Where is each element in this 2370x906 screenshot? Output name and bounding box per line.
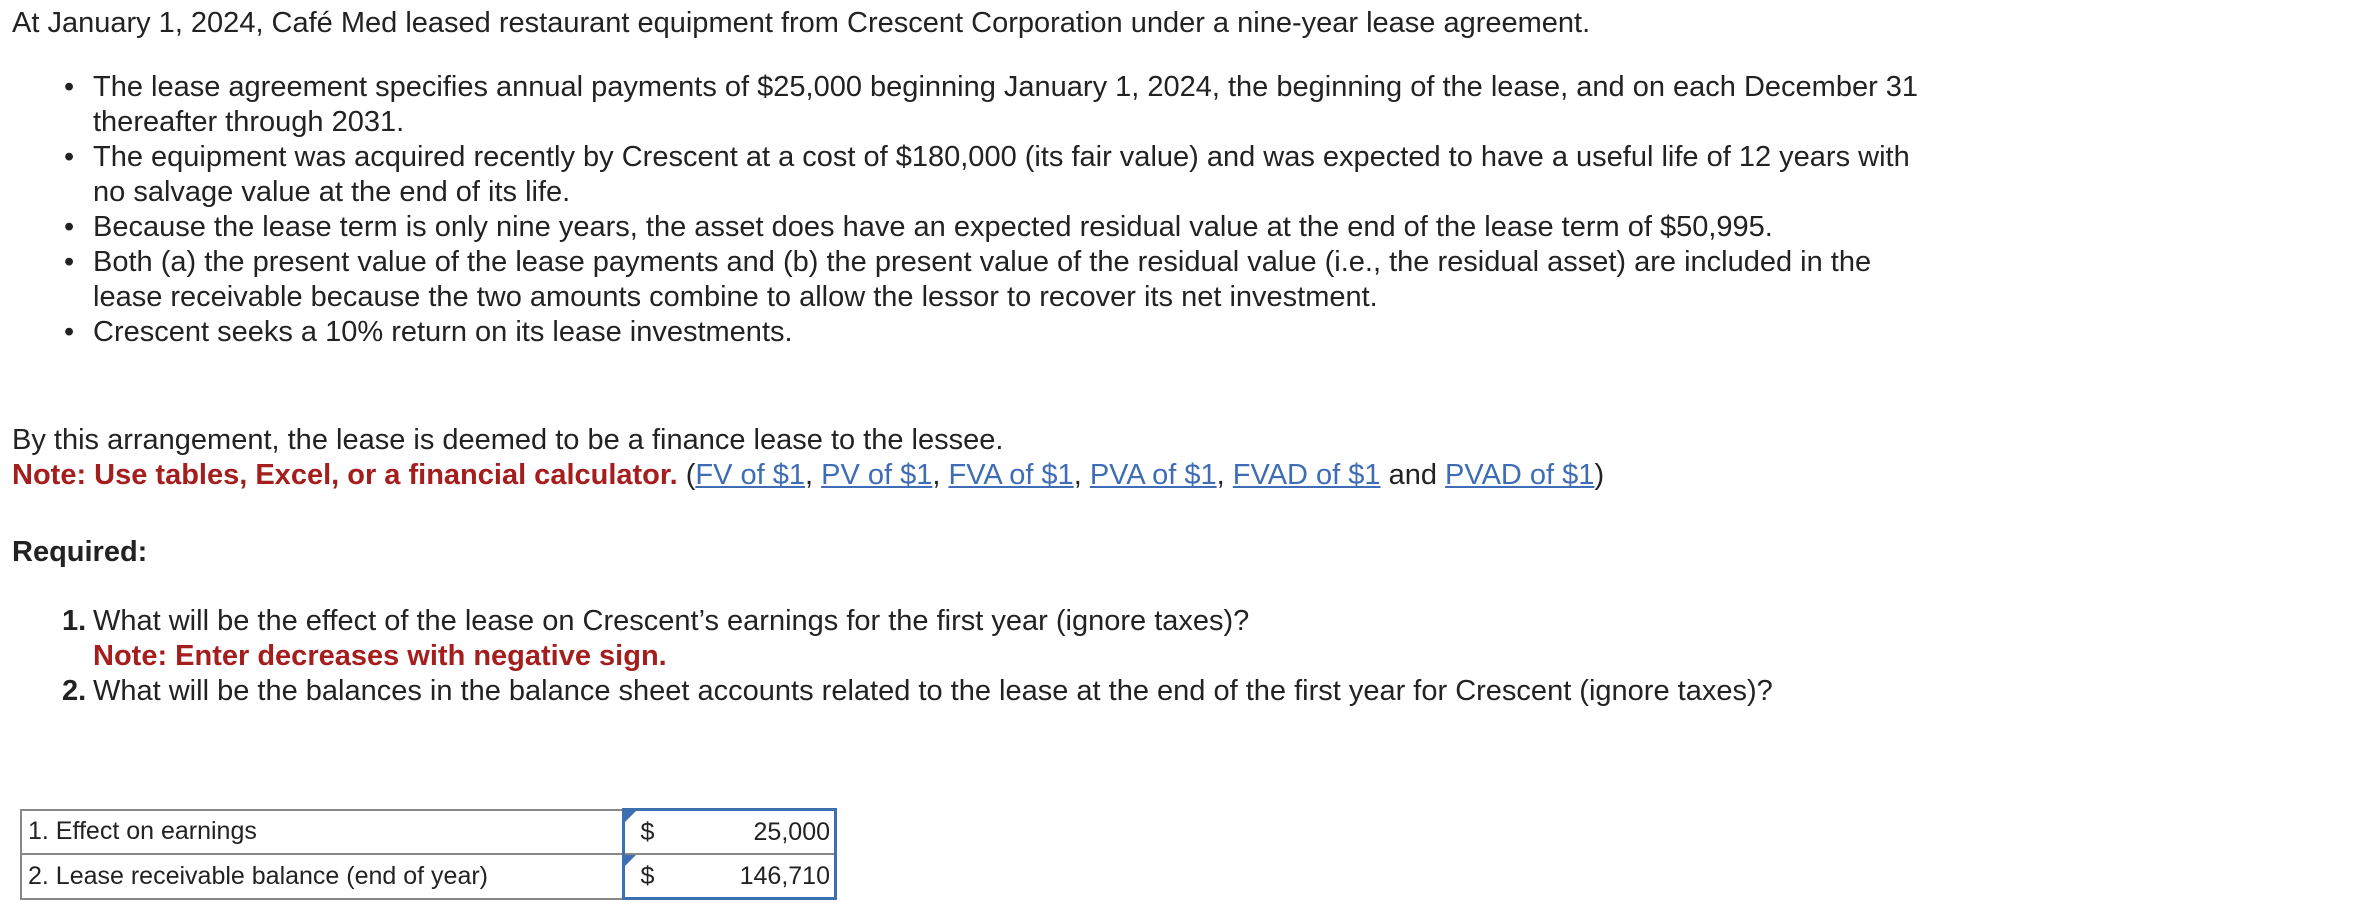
currency-cell: $ — [624, 854, 671, 899]
currency-cell: $ — [624, 810, 671, 855]
questions-list — [12, 604, 1929, 709]
negative-sign-note: Note: Enter decreases with negative sign. — [93, 640, 667, 672]
effect-on-earnings-input[interactable]: 25,000 — [670, 810, 836, 855]
list-item: • Because the lease term is only nine years, the asset does have an expected residual value at the end of the lease term of $50,995. — [93, 210, 1943, 245]
list-item: • Both (a) the present value of the lease payments and (b) the present value of the residual value (i.e., the residual asset) are included in the lease receivable because the two amounts combine to allow the lessor to recover its net investment. — [93, 245, 1943, 315]
pvad-table-link[interactable]: PVAD of $1 — [1445, 459, 1595, 491]
fva-table-link[interactable]: FVA of $1 — [948, 459, 1074, 491]
required-heading: Required: — [12, 536, 148, 568]
input-flag-icon — [625, 855, 636, 866]
tables-note: Note: Use tables, Excel, or a financial calculator. (FV of $1, PV of $1, FVA of $1, PVA of $1, FVAD of $1 and PVAD of $1) — [12, 459, 1605, 491]
question-text: What will be the effect of the lease on Crescent’s earnings for the first year (ignore taxes)? — [93, 605, 1250, 637]
question-text: What will be the balances in the balance sheet accounts related to the lease at the end of the first year for Crescent (ignore taxes)? — [93, 675, 1773, 707]
pv-table-link[interactable]: PV of $1 — [821, 459, 933, 491]
input-flag-icon — [625, 811, 636, 822]
list-item: • The equipment was acquired recently by Crescent at a cost of $180,000 (its fair value) and was expected to have a useful life of 12 years with no salvage value at the end of its life. — [93, 140, 1943, 210]
question-item — [62, 604, 1929, 674]
list-item: • Crescent seeks a 10% return on its lease investments. — [93, 315, 1943, 350]
question-number: 2. — [62, 675, 87, 707]
table-row — [21, 854, 836, 899]
question-number: 1. — [62, 605, 87, 637]
intro-paragraph: At January 1, 2024, Café Med leased restaurant equipment from Crescent Corporation under a nine-year lease agreement. — [12, 7, 1591, 39]
pva-table-link[interactable]: PVA of $1 — [1089, 459, 1217, 491]
arrangement-paragraph: By this arrangement, the lease is deemed to be a finance lease to the lessee. — [12, 424, 1004, 456]
fvad-table-link[interactable]: FVAD of $1 — [1232, 459, 1381, 491]
question-item — [62, 674, 1929, 709]
lease-facts-list — [12, 70, 1943, 350]
answer-label: 1. Effect on earnings — [21, 810, 624, 855]
answer-table — [20, 808, 837, 900]
lease-receivable-input[interactable]: 146,710 — [670, 854, 836, 899]
answer-label: 2. Lease receivable balance (end of year) — [21, 854, 624, 899]
fv-table-link[interactable]: FV of $1 — [695, 459, 805, 491]
list-item: • The lease agreement specifies annual payments of $25,000 beginning January 1, 2024, the beginning of the lease, and on each December 31 thereafter through 2031. — [93, 70, 1943, 140]
tables-note-label: Note: Use tables, Excel, or a financial calculator. — [12, 459, 678, 491]
table-row — [21, 810, 836, 855]
